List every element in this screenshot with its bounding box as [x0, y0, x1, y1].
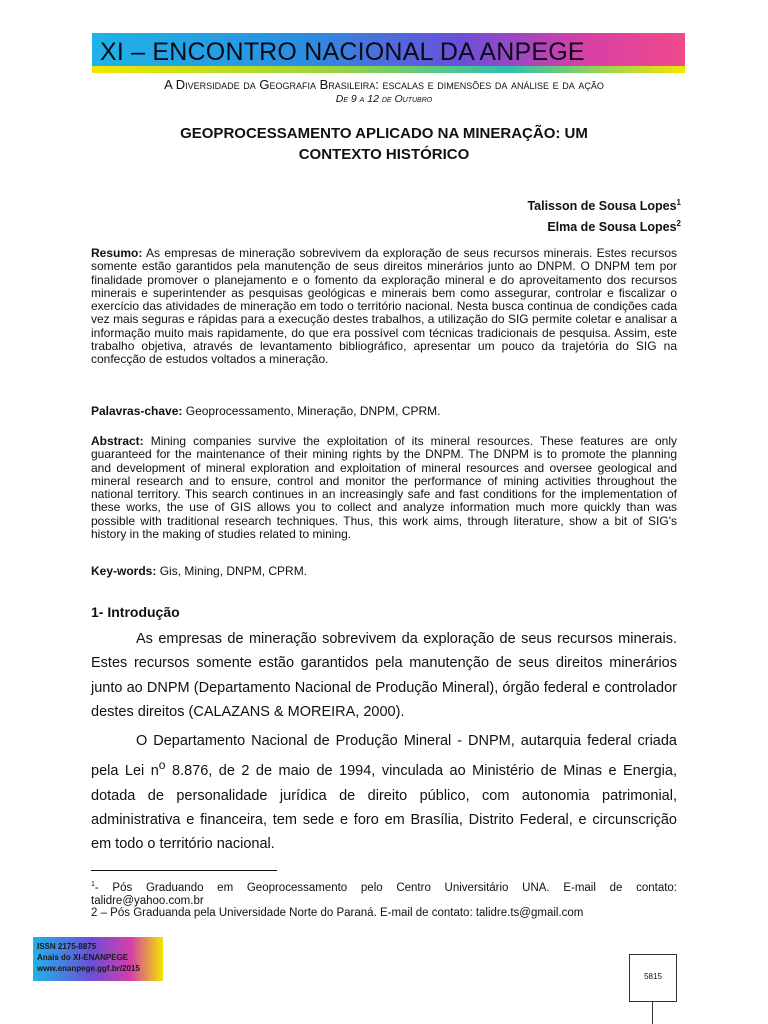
page-number-box [629, 954, 677, 1002]
author-2-mark: 2 [676, 219, 681, 229]
palavras-chave-label: Palavras-chave: [91, 404, 183, 418]
footnote-divider [91, 870, 277, 871]
intro-p2-sup: o [158, 758, 166, 773]
resumo-paragraph [91, 247, 677, 367]
author-1-mark: 1 [676, 198, 681, 207]
author-list [527, 194, 681, 236]
footnote-1-text: - Pós Graduando em Geoprocessamento pelo Centro Universitário UNA. E-mail de contato: talidre@yahoo.com.br [91, 881, 677, 907]
footnote-1 [91, 878, 677, 908]
intro-paragraph-1: As empresas de mineração sobrevivem da exploração de seus recursos minerais. Estes recursos somente estão garantidos pela manutenção de seus direitos minerários junto ao DNPM (Departamento Nacional de Produção Mineral), órgão federal e controlador destes direitos (CALAZANS & MOREIRA, 2000). [91, 631, 677, 721]
keywords-text: Gis, Mining, DNPM, CPRM. [159, 564, 308, 578]
author-2 [527, 215, 681, 236]
issn-anais: Anais do XI-ENANPEGE [37, 953, 129, 962]
intro-paragraph-2 [91, 729, 677, 857]
palavras-chave-text: Geoprocessamento, Mineração, DNPM, CPRM. [185, 404, 441, 418]
abstract-label: Abstract: [91, 434, 144, 448]
abstract-paragraph [91, 435, 677, 541]
event-banner [92, 33, 685, 73]
author-1-name: Talisson de Sousa Lopes [527, 199, 677, 214]
abstract-text: Mining companies survive the exploitation of its mineral resources. These features are only guaranteed for the maintenance of their mining rights by the DNPM. The DNPM is to promote the planning and development of mineral exploration and exploitation of mineral resources and oversee geological and mineral research and to ensure, control and monitor the performance of mining activities throughout the national territory. This search continues in an increasingly safe and fast conditions for the implementation of these works, the use of GIS allows you to collect and analyze information much more quickly than was possible with traditional research techniques. Thus, this work aims, through literature, show a bit of SIG's history in the making of studies related to mining. [91, 434, 677, 542]
author-2-name: Elma de Sousa Lopes [547, 220, 677, 235]
issn-url: www.enanpege.ggf.br/2015 [37, 964, 140, 973]
resumo-label: Resumo: [91, 246, 143, 260]
intro-p2-after: 8.876, de 2 de maio de 1994, vinculada ao Ministério de Minas e Energia, dotada de personalidade jurídica de direito público, com autonomia patrimonial, administrativa e financeira, tem sede e foro em Brasília, Distrito Federal, e circunscrição em todo o território nacional. [91, 763, 677, 853]
resumo-text: As empresas de mineração sobrevivem da exploração de seus recursos minerais. Estes recursos somente estão garantidos pela manutenção de seus direitos minerários junto ao DNPM. O DNPM tem por finalidade promover o planejamento e o fomento da exploração mineral e do aproveitamento dos recursos minerais e superintender as pesquisas geológicas e minerais bem como assegurar, controlar e fiscalizar o exercício das atividades de mineração em todo o território nacional. Nesta busca continua de condições cada vez mais seguras e rápidas para a execução destes trabalhos, a utilização do SIG permite coletar e analisar a informação muito mais rapidamente, do que era possível com técnicas tradicionais de pesquisa. Assim, este trabalho objetiva, através de levantamento bibliográfico, apresentar um pouco da trajetória do SIG na confecção de estudos voltados a mineração. [91, 246, 677, 367]
section-heading-introducao: 1- Introdução [91, 604, 180, 620]
issn-badge [33, 937, 163, 981]
paper-title [100, 123, 668, 165]
keywords-label: Key-words: [91, 564, 157, 578]
event-dates: De 9 a 12 de Outubro [335, 93, 433, 105]
author-1 [527, 194, 681, 215]
footnote-2: 2 – Pós Graduanda pela Universidade Norte do Paraná. E-mail de contato: talidre.ts@gmail.com [91, 907, 584, 919]
paper-title-line2: CONTEXTO HISTÓRICO [298, 146, 470, 163]
page-number-line [652, 1001, 653, 1024]
footnote-1-mark: 1 [91, 881, 95, 888]
keywords-paragraph [91, 565, 677, 578]
banner-stripe [92, 66, 685, 73]
event-subtitle: A Diversidade da Geografia Brasileira: escalas e dimensões da análise e da ação [164, 77, 604, 92]
intro-p2-before: O Departamento Nacional de Produção Mineral - DNPM, autarquia federal criada pela Lei n [91, 733, 677, 780]
issn-badge-text [37, 941, 140, 974]
banner-title: XI – ENCONTRO NACIONAL DA ANPEGE [100, 38, 585, 66]
issn-number: ISSN 2175-8875 [37, 942, 97, 951]
page-number: 5815 [644, 972, 662, 981]
paper-title-line1: GEOPROCESSAMENTO APLICADO NA MINERAÇÃO: UM [180, 125, 588, 142]
palavras-chave-paragraph [91, 405, 677, 418]
